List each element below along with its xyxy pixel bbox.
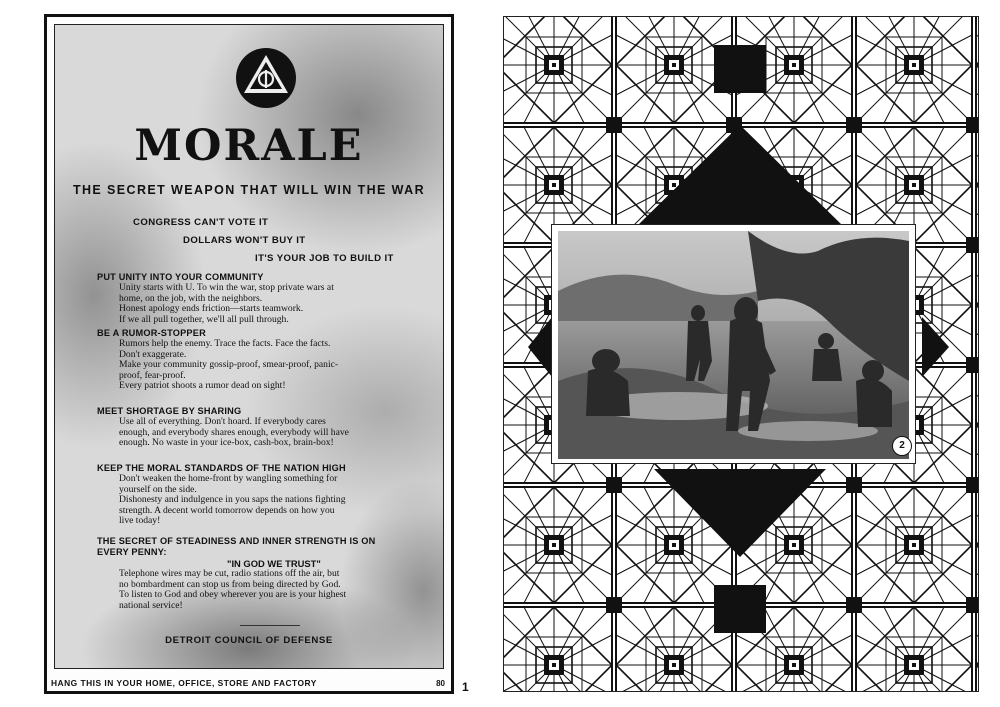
- body-line: Every patriot shoots a rumor dead on sight!: [119, 380, 286, 392]
- section-body: [119, 569, 442, 611]
- section-heading: PUT UNITY INTO YOUR COMMUNITY: [97, 272, 264, 282]
- body-line: live today!: [119, 515, 161, 527]
- body-line: enough. No waste in your ice-box, cash-box, brain-box!: [119, 437, 334, 449]
- section-steadiness: [97, 536, 442, 611]
- illustration-frame: [551, 224, 916, 464]
- poster-subtitle: THE SECRET WEAPON THAT WILL WIN THE WAR: [72, 183, 426, 197]
- section-rumor: [97, 328, 442, 392]
- section-heading: BE A RUMOR-STOPPER: [97, 328, 206, 338]
- motto-quote: "IN GOD WE TRUST": [227, 558, 321, 569]
- body-line: Don't weaken the home-front by wangling something for: [119, 473, 338, 484]
- section-body: [119, 339, 442, 392]
- body-line: national service!: [119, 599, 183, 611]
- body-line: To listen to God and obey wherever you are is your highest: [119, 589, 347, 601]
- body-line: home, on the job, with the neighbors.: [119, 292, 263, 304]
- body-line: Honest apology ends friction—starts teamwork.: [119, 303, 304, 315]
- section-heading: THE SECRET OF STEADINESS AND INNER STRENGTH IS ON: [97, 536, 376, 546]
- slogan-line: IT'S YOUR JOB TO BUILD IT: [255, 253, 394, 264]
- slogan-line: CONGRESS CAN'T VOTE IT: [133, 217, 269, 228]
- morale-poster: [44, 14, 454, 694]
- section-moral-standards: [97, 463, 442, 527]
- civil-defense-triangle-icon: [235, 47, 297, 109]
- body-line: yourself on the side.: [119, 483, 197, 495]
- page-number-badge: 2: [892, 436, 912, 456]
- body-line: Use all of everything. Don't hoard. If everybody cares: [119, 416, 326, 427]
- poster-title: MORALE: [134, 121, 364, 171]
- poster-signature: DETROIT COUNCIL OF DEFENSE: [165, 635, 333, 646]
- section-sharing: [97, 406, 442, 449]
- section-heading: MEET SHORTAGE BY SHARING: [97, 406, 242, 416]
- page-number: 1: [462, 680, 469, 694]
- section-body: [119, 283, 442, 325]
- section-body: [119, 417, 442, 449]
- slogan-line: DOLLARS WON'T BUY IT: [183, 235, 306, 246]
- body-line: Don't exaggerate.: [119, 348, 187, 360]
- body-line: enough, and everybody shares enough, everybody will have: [119, 426, 349, 438]
- body-line: no bombardment can stop us from being directed by God.: [119, 578, 341, 590]
- body-line: strength. A decent world tomorrow depends on how you: [119, 504, 335, 516]
- poster-body: [54, 24, 444, 669]
- section-heading: KEEP THE MORAL STANDARDS OF THE NATION HIGH: [97, 463, 346, 473]
- prehistoric-cave-people-illustration: [558, 231, 909, 459]
- section-heading: EVERY PENNY:: [97, 547, 167, 557]
- printer-mark: 80: [436, 679, 445, 688]
- body-line: proof, fear-proof.: [119, 369, 186, 381]
- section-unity: [97, 272, 442, 325]
- section-body: [119, 474, 442, 527]
- body-line: Dishonesty and indulgence in you saps the nations fighting: [119, 494, 346, 506]
- body-line: Rumors help the enemy. Trace the facts. Face the facts.: [119, 338, 331, 349]
- body-line: Unity starts with U. To win the war, stop private wars at: [119, 282, 334, 293]
- signature-rule: [240, 625, 300, 626]
- body-line: If we all pull together, we'll all pull through.: [119, 313, 289, 325]
- body-line: Make your community gossip-proof, smear-proof, panic-: [119, 359, 339, 371]
- body-line: Telephone wires may be cut, radio stations off the air, but: [119, 568, 340, 579]
- poster-footer: HANG THIS IN YOUR HOME, OFFICE, STORE AND FACTORY: [51, 678, 317, 688]
